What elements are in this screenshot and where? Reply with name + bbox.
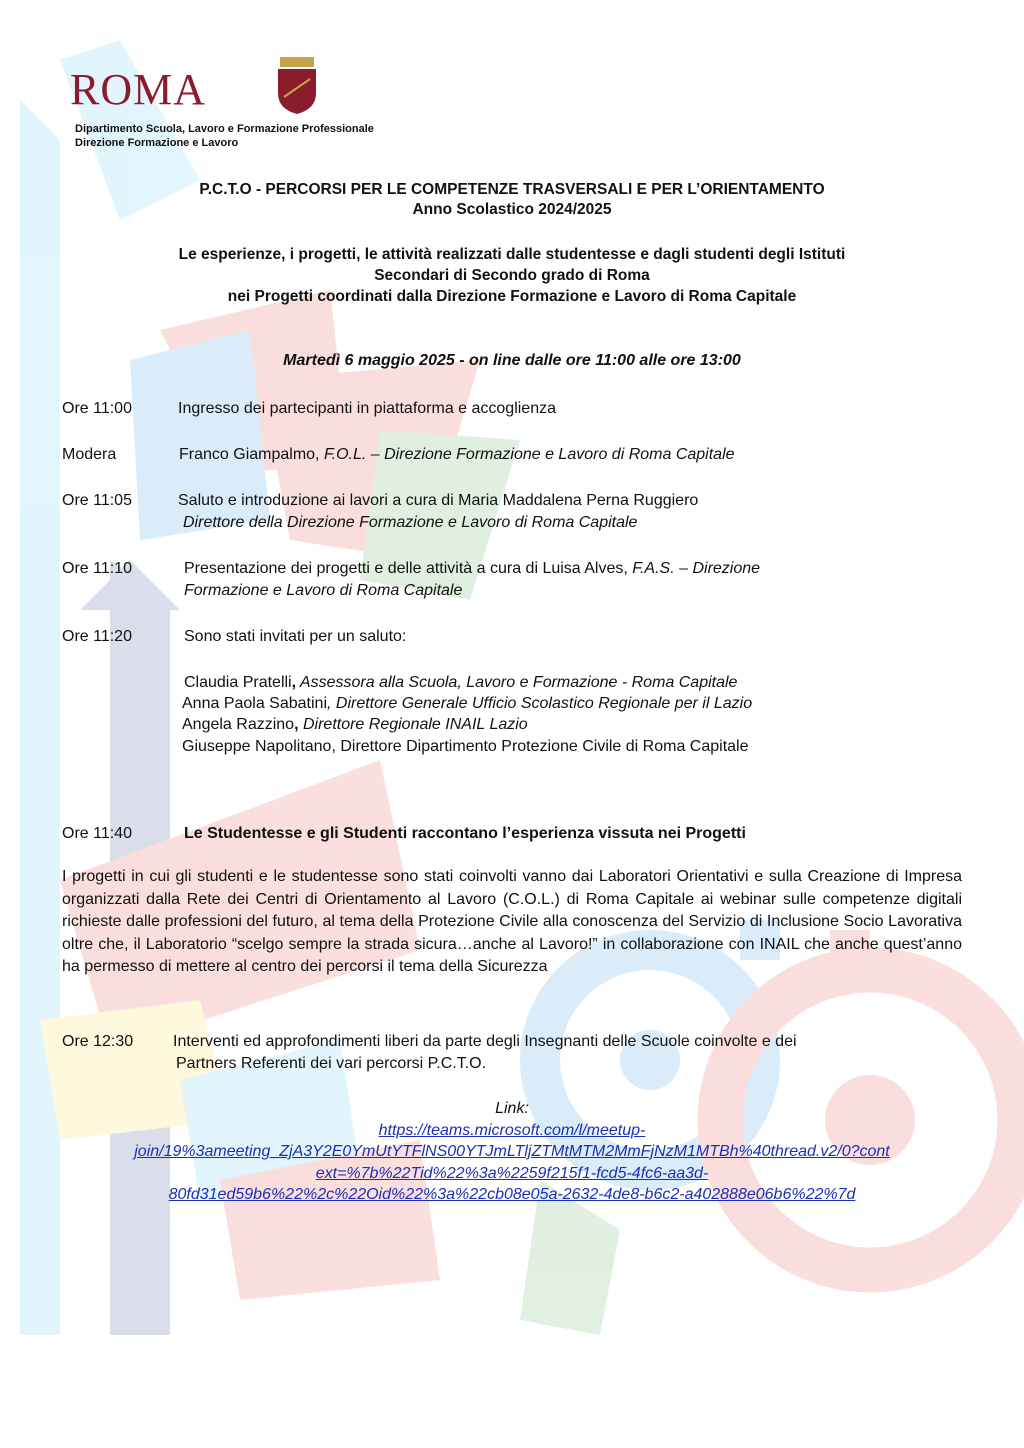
- school-year: Anno Scolastico 2024/2025: [412, 201, 612, 218]
- meeting-link-block: [40, 1098, 984, 1206]
- agenda-time: Ore 12:30: [62, 1033, 134, 1050]
- subtitle-line: Le esperienze, i progetti, le attività realizzati dalle studentesse e dagli studenti degli Istituti: [178, 246, 846, 263]
- guest-separator: ,: [291, 674, 297, 691]
- link-line[interactable]: https://teams.microsoft.com/l/meetup-: [378, 1121, 646, 1139]
- guest-role: Direttore Regionale INAIL Lazio: [298, 716, 528, 733]
- agenda-text: [179, 444, 735, 466]
- presenter-role: Formazione e Lavoro di Roma Capitale: [184, 582, 463, 599]
- guest-item: Giuseppe Napolitano, Direttore Dipartimento Protezione Civile di Roma Capitale: [182, 738, 749, 755]
- moderator-role: F.O.L. – Direzione Formazione e Lavoro di Roma Capitale: [319, 446, 735, 463]
- department-name: Dipartimento Scuola, Lavoro e Formazione Professionale: [75, 123, 374, 135]
- guest-role: Assessora alla Scuola, Lavoro e Formazione - Roma Capitale: [296, 674, 738, 691]
- guest-item: [184, 672, 737, 694]
- agenda-text: Ingresso dei partecipanti in piattaforma e accoglienza: [178, 400, 556, 417]
- agenda-time: Ore 11:10: [62, 560, 132, 577]
- title-line: P.C.T.O - PERCORSI PER LE COMPETENZE TRASVERSALI E PER L’ORIENTAMENTO: [199, 181, 825, 198]
- agenda-text: Partners Referenti dei vari percorsi P.C.T.O.: [176, 1055, 487, 1072]
- agenda-text: Le Studentesse e gli Studenti raccontano l’esperienza vissuta nei Progetti: [184, 825, 746, 842]
- guest-item: [182, 714, 528, 736]
- subtitle-line: Secondari di Secondo grado di Roma: [374, 267, 650, 284]
- agenda-text: Interventi ed approfondimenti liberi da parte degli Insegnanti delle Scuole coinvolte e dei: [173, 1033, 797, 1050]
- presenter-role: F.A.S. – Direzione: [627, 560, 761, 577]
- link-line[interactable]: 80fd31ed59b6%22%2c%22Oid%22%3a%22cb08e05a-2632-4de8-b6c2-a402888e06b6%22%7d: [168, 1186, 856, 1203]
- agenda-text: Saluto e introduzione ai lavori a cura di Maria Maddalena Perna Ruggiero: [178, 492, 699, 509]
- document-subtitle: [40, 244, 984, 307]
- guest-separator: ,: [294, 716, 299, 733]
- agenda-time: Ore 11:40: [62, 825, 132, 842]
- agenda-time: Ore 11:20: [62, 628, 132, 645]
- guest-name: Claudia Pratelli: [184, 674, 292, 691]
- directorate-name: Direzione Formazione e Lavoro: [75, 137, 239, 149]
- agenda-text: [184, 558, 760, 580]
- link-line[interactable]: ext=%7b%22Tid%22%3a%2259f215f1-fcd5-4fc6-aa3d-: [315, 1164, 709, 1182]
- department-header: [75, 122, 374, 150]
- agenda-text: Sono stati invitati per un saluto:: [184, 628, 407, 645]
- roma-logo-text: ROMA: [70, 65, 207, 114]
- agenda-time: Ore 11:00: [62, 400, 132, 417]
- link-line[interactable]: join/19%3ameeting_ZjA3Y2E0YmUtYTFlNS00YTJmLTljZTMtMTM2MmFjNzM1MTBh%40thread.v2/0?cont: [134, 1143, 890, 1160]
- subtitle-line: nei Progetti coordinati dalla Direzione Formazione e Lavoro di Roma Capitale: [227, 288, 797, 305]
- guest-name: Angela Razzino: [182, 716, 295, 733]
- roma-crest-icon: [274, 57, 320, 115]
- guest-name: Anna Paola Sabatini: [182, 695, 327, 712]
- moderator-name: Franco Giampalmo,: [179, 446, 320, 463]
- link-label: Link:: [495, 1100, 529, 1117]
- agenda-time: Ore 11:05: [62, 492, 132, 509]
- agenda-time: Modera: [62, 446, 117, 463]
- event-date: Martedì 6 maggio 2025 - on line dalle ore 11:00 alle ore 13:00: [283, 352, 741, 369]
- presenter-text: Presentazione dei progetti e delle attività a cura di Luisa Alves,: [184, 560, 628, 577]
- meeting-link[interactable]: [40, 1120, 984, 1206]
- guest-item: [182, 693, 752, 715]
- document-title: [40, 180, 984, 220]
- projects-paragraph: I progetti in cui gli studenti e le studentesse sono stati coinvolti vanno dai Laboratori Orientativi e sulla Creazione di Impresa organizzati dalla Rete dei Centri di Orientamento al Lavoro (C.O.L.) di Roma Capitale ai webinar sulle competenze digitali richieste dalle professioni del futuro, al tema della Protezione Civile alla conoscenza del Servizio di Inclusione Socio Lavorativa oltre che, il Laboratorio “scelgo sempre la strada sicura…anche al Lavoro!” in collaborazione con INAIL che anche quest’anno ha permesso di mettere al centro dei percorsi il tema della Sicurezza: [62, 868, 962, 975]
- agenda-role: Direttore della Direzione Formazione e Lavoro di Roma Capitale: [183, 514, 638, 531]
- guest-role: , Direttore Generale Ufficio Scolastico Regionale per il Lazio: [327, 695, 753, 712]
